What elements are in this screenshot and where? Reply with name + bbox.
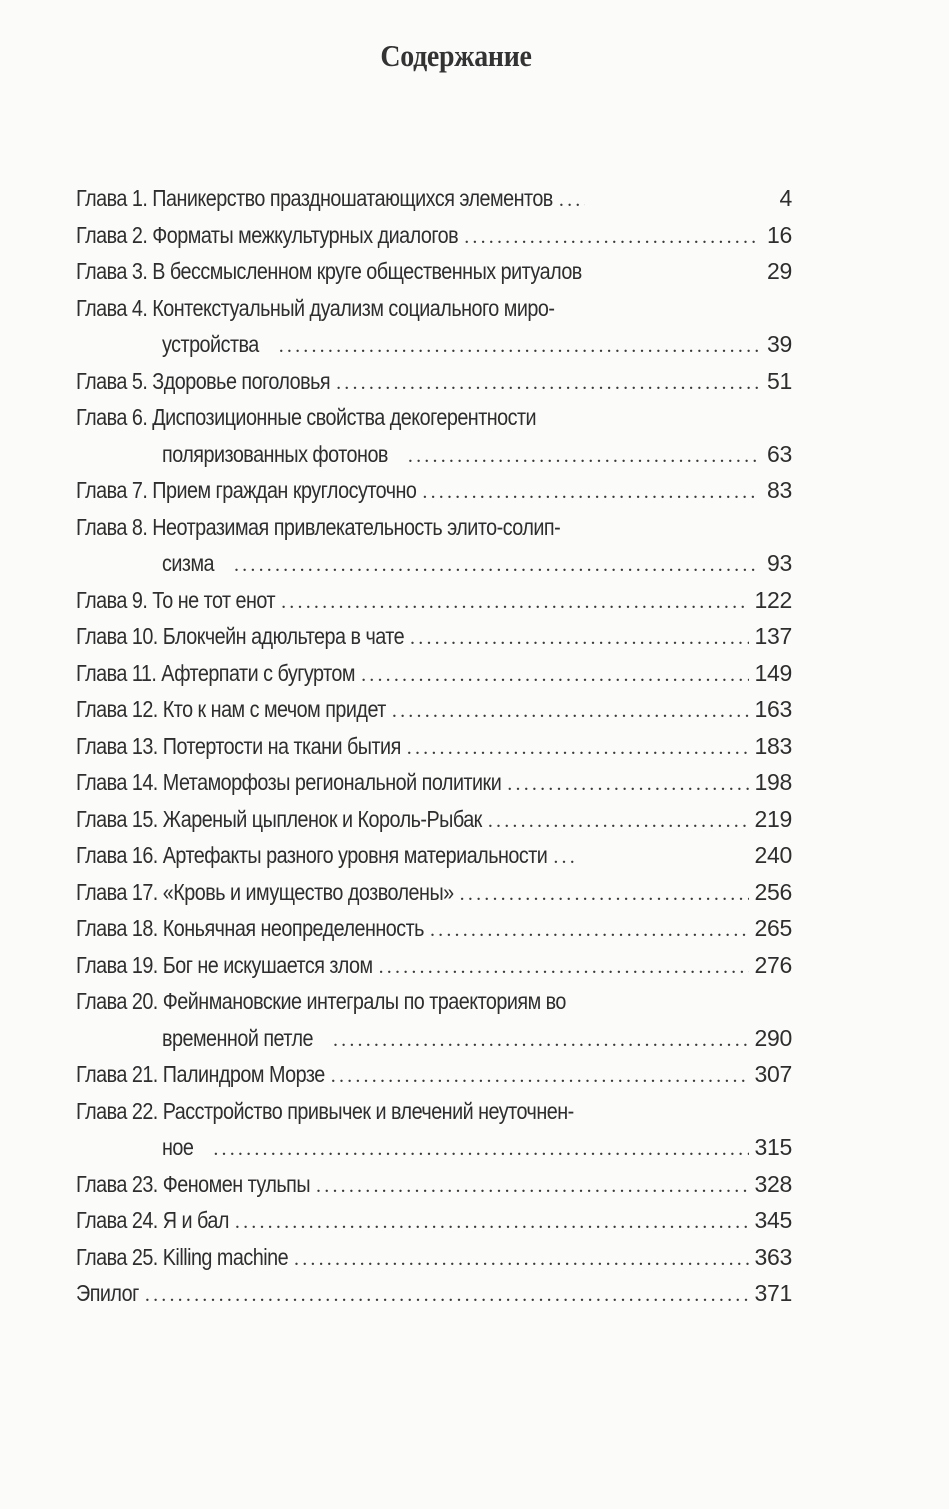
- dot-leader: [410, 620, 748, 657]
- toc-entry-line: [76, 801, 792, 838]
- dot-leader: [281, 584, 748, 621]
- toc-entry-line: [76, 655, 792, 692]
- toc-entry-line: [76, 399, 792, 436]
- toc-entry-line: [76, 983, 792, 1020]
- dot-leader: [235, 1204, 749, 1241]
- toc-entry-title: Эпилог: [76, 1280, 139, 1306]
- toc-entry-line: [76, 764, 792, 801]
- toc-entry-line: [76, 1239, 792, 1276]
- toc-entry: [76, 764, 792, 801]
- toc-entry: [76, 983, 792, 1056]
- toc-page-number: 122: [754, 586, 792, 613]
- toc-entry: [76, 1056, 792, 1093]
- toc-page-number: 4: [779, 185, 792, 211]
- toc-entry-continuation: [76, 1129, 792, 1166]
- toc-entry: [76, 180, 792, 217]
- toc-entry-title: Глава 10. Блокчейн адюльтера в чате: [76, 623, 405, 649]
- toc-entry: [76, 1166, 792, 1203]
- toc-page-number: 290: [754, 1024, 792, 1051]
- dot-leader: [408, 438, 758, 475]
- toc-entry-line: [76, 253, 792, 290]
- toc-page-number: 328: [754, 1170, 792, 1197]
- toc-entry-line: [76, 1093, 792, 1130]
- toc-page-number: 265: [754, 915, 792, 941]
- toc-entry: [76, 472, 792, 509]
- toc-page-number: 198: [754, 769, 792, 795]
- toc-entry-title: Глава 25. Killing machine: [76, 1243, 289, 1270]
- toc-entry-line: [76, 728, 792, 765]
- toc-page-number: 163: [754, 696, 792, 722]
- toc-page-number: 219: [754, 805, 792, 832]
- toc-entry-line: [76, 910, 792, 947]
- toc-entry-line: [76, 1166, 792, 1203]
- toc-entry: [76, 363, 792, 400]
- dot-leader: [464, 219, 758, 256]
- dot-leader: [407, 730, 749, 767]
- dot-leader: [460, 876, 749, 913]
- toc-entry: [76, 728, 792, 765]
- toc-page-number: 16: [767, 221, 792, 248]
- toc-page-number: 149: [754, 659, 792, 686]
- dot-leader: [422, 474, 758, 511]
- toc-entry-title: Глава 14. Метаморфозы региональной политики: [76, 769, 502, 795]
- toc-entry-title: Глава 8. Неотразимая привлекательность элито-солип-: [76, 513, 561, 540]
- toc-page-number: 63: [767, 440, 792, 467]
- toc-entry-line: [76, 1202, 792, 1239]
- toc-page-number: 39: [767, 331, 792, 357]
- toc-entry-line: [76, 618, 792, 655]
- toc-page-number: 363: [754, 1243, 792, 1270]
- dot-leader: [488, 803, 749, 840]
- toc-entry-title: Глава 20. Фейнмановские интегралы по траекториям во: [76, 988, 566, 1014]
- dot-leader: [559, 182, 585, 219]
- dot-leader: [294, 1241, 749, 1278]
- toc-entry-title: Глава 18. Коньячная неопределенность: [76, 915, 424, 941]
- toc-entry-line: [76, 837, 792, 874]
- toc-entry-line: [76, 1056, 792, 1093]
- dot-leader: [430, 912, 749, 949]
- toc-entry-continuation: [76, 326, 792, 363]
- toc-entry: [76, 655, 792, 692]
- toc-entry-line: [76, 217, 792, 254]
- toc-entry-line: [76, 509, 792, 546]
- toc-page-number: 256: [754, 878, 792, 905]
- toc-entry: [76, 509, 792, 582]
- toc-page-number: 29: [767, 258, 792, 284]
- toc-page-number: 276: [754, 951, 792, 978]
- dot-leader: [507, 766, 748, 803]
- toc-page-number: 83: [767, 477, 792, 503]
- toc-page-number: 51: [767, 367, 792, 394]
- toc-entry-title: Глава 4. Контекстуальный дуализм социального миро-: [76, 294, 555, 321]
- toc-entry-title: Глава 15. Жареный цыпленок и Король-Рыбак: [76, 805, 482, 832]
- toc-entry-line: [76, 947, 792, 984]
- toc-entry: [76, 290, 792, 363]
- toc-entry: [76, 874, 792, 911]
- toc-entry-title: Глава 17. «Кровь и имущество дозволены»: [76, 878, 454, 905]
- dot-leader: [234, 547, 758, 584]
- toc-entry: [76, 217, 792, 254]
- toc-entry-line: [76, 180, 792, 217]
- toc-entry-title: Глава 19. Бог не искушается злом: [76, 951, 373, 978]
- dot-leader: [145, 1277, 749, 1314]
- toc-entry-title: Глава 13. Потертости на ткани бытия: [76, 732, 401, 759]
- dot-leader: [331, 1058, 749, 1095]
- toc-entry: [76, 1239, 792, 1276]
- toc-page-number: 315: [754, 1134, 792, 1160]
- table-of-contents: [76, 180, 792, 1312]
- toc-page-number: 345: [754, 1207, 792, 1233]
- dot-leader: [392, 693, 749, 730]
- toc-entry: [76, 1093, 792, 1166]
- dot-leader: [279, 328, 758, 365]
- toc-entry-title: Глава 1. Паникерство праздношатающихся элементов: [76, 185, 553, 211]
- toc-entry-title: Глава 16. Артефакты разного уровня материальности: [76, 842, 548, 868]
- toc-entry: [76, 1275, 792, 1312]
- toc-page-number: 240: [754, 842, 792, 868]
- toc-entry-title: ное: [162, 1134, 194, 1160]
- toc-entry-continuation: [76, 545, 792, 582]
- toc-entry-line: [76, 290, 792, 327]
- toc-entry: [76, 691, 792, 728]
- toc-entry-line: [76, 472, 792, 509]
- toc-page-number: 93: [767, 550, 792, 576]
- toc-entry-title: Глава 24. Я и бал: [76, 1207, 229, 1233]
- toc-entry-title: устройства: [162, 331, 259, 357]
- toc-entry-title: поляризованных фотонов: [162, 440, 388, 467]
- toc-entry: [76, 1202, 792, 1239]
- toc-entry-line: [76, 582, 792, 619]
- toc-entry: [76, 253, 792, 290]
- toc-entry-title: Глава 9. То не тот енот: [76, 586, 276, 613]
- toc-entry: [76, 399, 792, 472]
- toc-entry-continuation: [76, 1020, 792, 1057]
- dot-leader: [213, 1131, 748, 1168]
- toc-page-number: 137: [754, 623, 792, 649]
- toc-entry-title: временной петле: [162, 1024, 313, 1051]
- toc-page-number: 307: [754, 1061, 792, 1087]
- dot-leader: [379, 949, 749, 986]
- toc-entry: [76, 910, 792, 947]
- toc-entry-title: Глава 7. Прием граждан круглосуточно: [76, 477, 417, 503]
- dot-leader: [316, 1168, 748, 1205]
- toc-entry-line: [76, 691, 792, 728]
- toc-page-number: 183: [754, 732, 792, 759]
- toc-entry-title: Глава 6. Диспозиционные свойства декогерентности: [76, 404, 537, 430]
- toc-entry-line: [76, 1275, 792, 1312]
- toc-entry-title: Глава 3. В бессмысленном круге общественных ритуалов: [76, 258, 582, 284]
- toc-entry-line: [76, 363, 792, 400]
- toc-entry: [76, 947, 792, 984]
- toc-entry-title: Глава 23. Феномен тульпы: [76, 1170, 311, 1197]
- dot-leader: [333, 1022, 749, 1059]
- toc-page-number: 371: [754, 1280, 792, 1306]
- toc-entry-title: сизма: [162, 550, 215, 576]
- toc-entry-line: [76, 874, 792, 911]
- toc-entry: [76, 618, 792, 655]
- toc-entry-title: Глава 2. Форматы межкультурных диалогов: [76, 221, 459, 248]
- toc-entry: [76, 837, 792, 874]
- toc-entry-title: Глава 5. Здоровье поголовья: [76, 367, 331, 394]
- toc-entry-title: Глава 12. Кто к нам с мечом придет: [76, 696, 386, 722]
- toc-entry: [76, 801, 792, 838]
- toc-entry-continuation: [76, 436, 792, 473]
- dot-leader: [361, 657, 748, 694]
- dot-leader: [336, 365, 758, 402]
- toc-entry-title: Глава 11. Афтерпати с бугуртом: [76, 659, 356, 686]
- toc-entry-title: Глава 22. Расстройство привычек и влечений неуточнен-: [76, 1097, 574, 1124]
- toc-entry: [76, 582, 792, 619]
- page-title: Содержание: [380, 38, 532, 73]
- toc-entry-title: Глава 21. Палиндром Морзе: [76, 1061, 325, 1087]
- dot-leader: [553, 839, 579, 876]
